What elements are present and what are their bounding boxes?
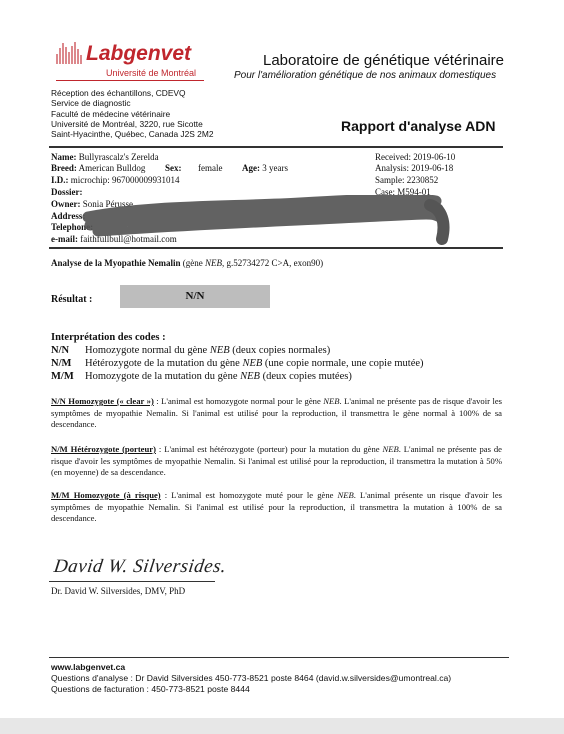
code-pre: Hétérozygote de la mutation du gène: [85, 358, 243, 369]
signature-line: [49, 581, 215, 582]
paragraph-gene: NEB: [323, 396, 340, 406]
id-value: microchip: 967000009931014: [70, 175, 180, 185]
signature-script: David W. Silversides.: [52, 556, 228, 577]
age-value: 3 years: [262, 163, 288, 173]
interpretation-title: Interprétation des codes :: [51, 332, 166, 343]
analysis-title: [51, 258, 323, 268]
footer-website: www.labgenvet.ca: [51, 662, 126, 672]
name-row: [51, 152, 159, 162]
logo-university: Université de Montréal: [106, 68, 197, 78]
interpretation-paragraph-nm: [51, 444, 502, 479]
address-line: Service de diagnostic: [51, 98, 131, 109]
owner-value: Sonia Pérusse: [82, 199, 133, 209]
analysis-name: Analyse de la Myopathie Nemalin: [51, 258, 181, 268]
sample-value: 2230852: [406, 175, 439, 185]
paragraph-text: : L'animal est homozygote muté pour le gène: [160, 490, 338, 500]
email-value: faithfullbull@hotmail.com: [80, 234, 177, 244]
id-row: [51, 175, 180, 185]
sample-row: [375, 175, 438, 185]
address-line: Saint-Hyacinthe, Québec, Canada J2S 2M2: [51, 129, 214, 140]
header-divider: [49, 146, 503, 148]
dna-logo-icon: [55, 40, 85, 66]
footer-billing-contact: Questions de facturation : 450-773-8521 poste 8444: [51, 684, 250, 694]
sex-label: Sex:: [165, 163, 182, 173]
analysis-row: [375, 163, 453, 173]
code-gene: NEB: [242, 358, 263, 369]
footer-analysis-contact: Questions d'analyse : Dr David Silversides 450-773-8521 poste 8464 (david.w.silversides@umontreal.ca): [51, 673, 452, 683]
case-label: Case:: [375, 187, 395, 197]
logo-underline: [56, 80, 204, 81]
breed-label: Breed:: [51, 163, 77, 173]
paragraph-text: : L'animal est homozygote normal pour le gène: [153, 396, 324, 406]
paragraph-text: . L'animal présente un risque d'avoir les symptômes de myopathie Nemalin. Si l'animal est utilisé pour la reproduction, il transmettra la mutation à 100% de sa descendance.: [51, 490, 502, 523]
email-label: e-mail:: [51, 234, 78, 244]
id-label: I.D.:: [51, 175, 69, 185]
name-label: Name:: [51, 152, 77, 162]
paragraph-heading: M/M Homozygote (à risque): [51, 490, 161, 500]
code-gene: NEB: [240, 371, 260, 382]
age-label: Age:: [242, 163, 260, 173]
code-pre: Homozygote de la mutation du gène: [85, 371, 241, 382]
info-divider: [49, 247, 503, 249]
received-label: Received:: [375, 152, 411, 162]
case-value: M594-01: [397, 187, 431, 197]
analysis-gene: NEB: [205, 258, 222, 268]
paragraph-gene: NEB: [382, 444, 399, 454]
analysis-gene-suffix: , g.52734272 C>A, exon90): [222, 258, 324, 268]
age-row: [242, 163, 288, 173]
breed-row: [51, 163, 145, 173]
code-post: (deux copies normales): [229, 345, 331, 356]
interpretation-paragraph-mm: [51, 490, 502, 525]
code-post: (une copie normale, une copie mutée): [262, 358, 424, 369]
interpretation-paragraph-nn: [51, 396, 502, 431]
address-label: Address:: [51, 211, 86, 221]
paragraph-gene: NEB: [337, 490, 354, 500]
code-label: N/N: [51, 345, 70, 356]
received-value: 2019-06-10: [413, 152, 456, 162]
signatory-name: Dr. David W. Silversides, DMV, PhD: [51, 586, 186, 596]
paragraph-heading: N/M Hétérozygote (porteur): [51, 444, 156, 454]
analysis-value: 2019-06-18: [411, 163, 454, 173]
name-value: Bullyrascalz's Zerelda: [78, 152, 159, 162]
address-line: Réception des échantillons, CDEVQ: [51, 88, 186, 98]
code-row: [51, 371, 352, 382]
logo-wordmark: Labgenvet: [86, 42, 192, 65]
result-value: N/N: [120, 285, 270, 308]
paragraph-text: . L'animal ne présente pas de risque d'avoir les symptômes de myopathie Nemalin. Si l'animal est utilisé pour la reproduction, il transmettra la mutation à 50% (en moyenne) de sa descendance.: [51, 444, 502, 477]
lab-address: [51, 88, 213, 139]
owner-label: Owner:: [51, 199, 81, 209]
lab-subtitle: Pour l'amélioration génétique de nos animaux domestiques: [234, 70, 497, 81]
telephone-label: Telephone:: [51, 222, 94, 232]
sample-label: Sample:: [375, 175, 405, 185]
code-post: (deux copies mutées): [259, 371, 352, 382]
sex-value: female: [198, 163, 223, 173]
paragraph-text: : L'animal est hétérozygote (porteur) pour la mutation du gène: [155, 444, 383, 454]
lab-title: Laboratoire de génétique vétérinaire: [263, 52, 505, 69]
paragraph-heading: N/N Homozygote (« clear »): [51, 396, 154, 406]
footer-divider: [49, 657, 509, 658]
analysis-gene-prefix: (gène: [182, 258, 205, 268]
result-label: Résultat :: [51, 294, 93, 305]
received-row: [375, 152, 455, 162]
code-pre: Homozygote normal du gène: [85, 345, 210, 356]
code-label: N/M: [51, 358, 72, 369]
code-gene: NEB: [209, 345, 230, 356]
breed-value: American Bulldog: [78, 163, 146, 173]
code-row: [51, 345, 330, 356]
address-line: Faculté de médecine vétérinaire: [51, 108, 171, 119]
code-row: [51, 358, 424, 369]
code-label: M/M: [51, 371, 74, 382]
redaction-marker: [80, 195, 460, 250]
analysis-label: Analysis:: [375, 163, 410, 173]
paragraph-text: . L'animal ne présente pas de risque d'avoir les symptômes de myopathie Nemalin. Si l'animal est utilisé pour la reproduction, il transmettra le gène normal à 100% de sa descendance.: [51, 396, 502, 429]
address-line: Université de Montréal, 3220, rue Sicotte: [51, 118, 203, 129]
report-title: Rapport d'analyse ADN: [341, 118, 496, 134]
sex-row: [165, 163, 182, 173]
dossier-label: Dossier:: [51, 187, 83, 197]
